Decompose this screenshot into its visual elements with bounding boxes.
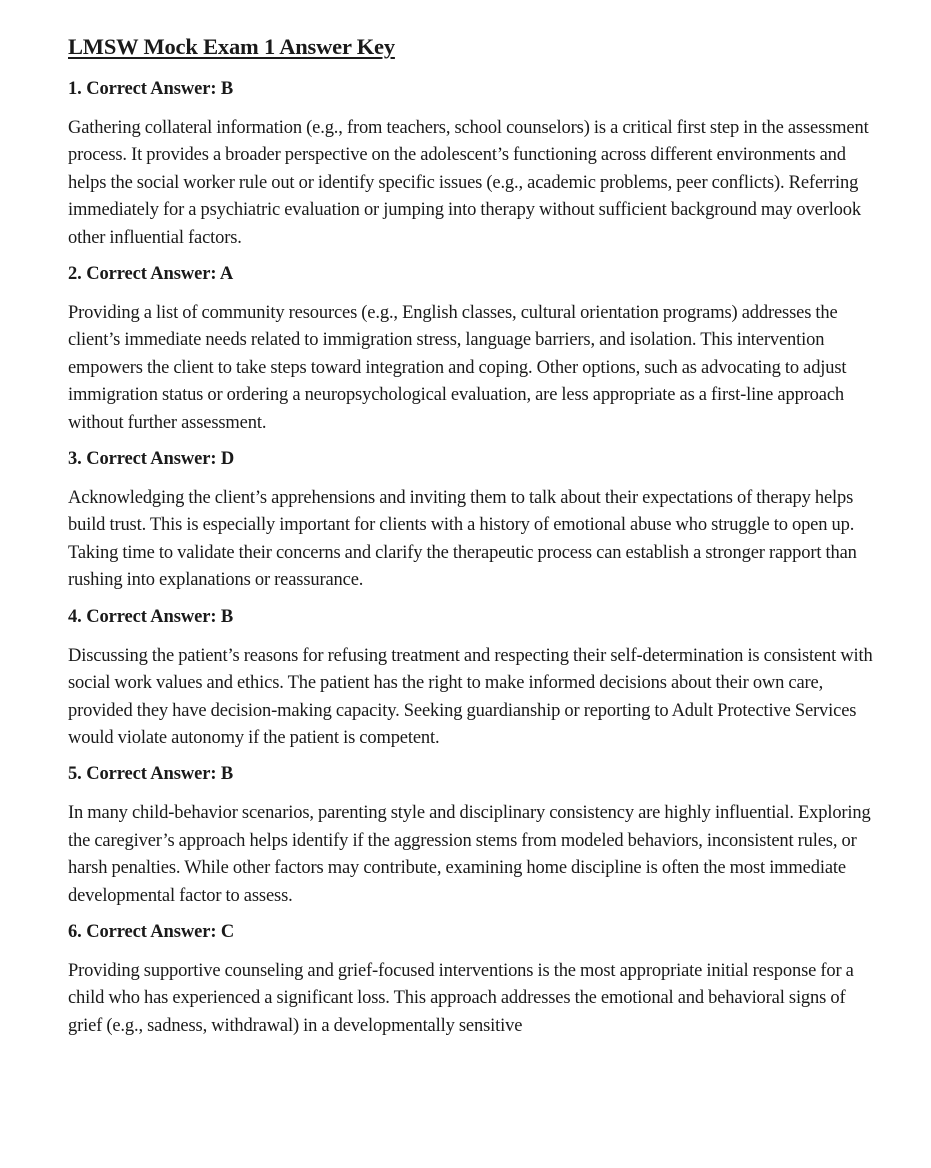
document-title: LMSW Mock Exam 1 Answer Key xyxy=(68,34,395,59)
answer-heading: 3. Correct Answer: D xyxy=(68,449,235,470)
answer-heading: 4. Correct Answer: B xyxy=(68,606,234,627)
answer-section-6 xyxy=(68,919,878,1040)
answer-explanation: Providing a list of community resources (e.g., English classes, cultural orientation programs) addresses the client’s immediate needs related to immigration stress, language barriers, and isolation. This intervention empowers the client to take steps toward integration and coping. Other options, such as advocating to adjust immigration status or ordering a neuropsychological evaluation, are less appropriate as a first-line approach without further assessment. xyxy=(68,303,847,433)
answer-explanation: Gathering collateral information (e.g., from teachers, school counselors) is a critical first step in the assessment process. It provides a broader perspective on the adolescent’s functioning across different environments and helps the social worker rule out or identify specific issues (e.g., academic problems, peer conflicts). Referring immediately for a psychiatric evaluation or jumping into therapy without sufficient background may overlook other influential factors. xyxy=(68,118,869,248)
answer-explanation: In many child-behavior scenarios, parenting style and disciplinary consistency are highly influential. Exploring the caregiver’s approach helps identify if the aggression stems from modeled behaviors, inconsistent rules, or harsh penalties. While other factors may contribute, examining home discipline is often the most immediate developmental factor to assess. xyxy=(68,803,871,906)
answer-explanation: Acknowledging the client’s apprehensions and inviting them to talk about their expectations of therapy helps build trust. This is especially important for clients with a history of emotional abuse who struggle to open up. Taking time to validate their concerns and clarify the therapeutic process can establish a stronger rapport than rushing into explanations or reassurance. xyxy=(68,488,857,591)
answer-explanation: Providing supportive counseling and grief-focused interventions is the most appropriate initial response for a child who has experienced a significant loss. This approach addresses the emotional and behavioral signs of grief (e.g., sadness, withdrawal) in a developmentally sensitive xyxy=(68,960,854,1036)
answer-section-1 xyxy=(68,76,878,252)
answer-heading: 6. Correct Answer: C xyxy=(68,921,235,942)
answer-heading: 5. Correct Answer: B xyxy=(68,764,234,785)
answer-key-page xyxy=(68,32,878,1049)
answer-explanation: Discussing the patient’s reasons for refusing treatment and respecting their self-determination is consistent with social work values and ethics. The patient has the right to make informed decisions about their own care, provided they have decision-making capacity. Seeking guardianship or reporting to Adult Protective Services would violate autonomy if the patient is competent. xyxy=(68,645,873,748)
answer-heading: 1. Correct Answer: B xyxy=(68,79,234,99)
answer-heading: 2. Correct Answer: A xyxy=(68,264,234,285)
answer-section-5 xyxy=(68,761,878,910)
answer-section-4 xyxy=(68,604,878,753)
answer-section-2 xyxy=(68,261,878,437)
answer-section-3 xyxy=(68,446,878,595)
